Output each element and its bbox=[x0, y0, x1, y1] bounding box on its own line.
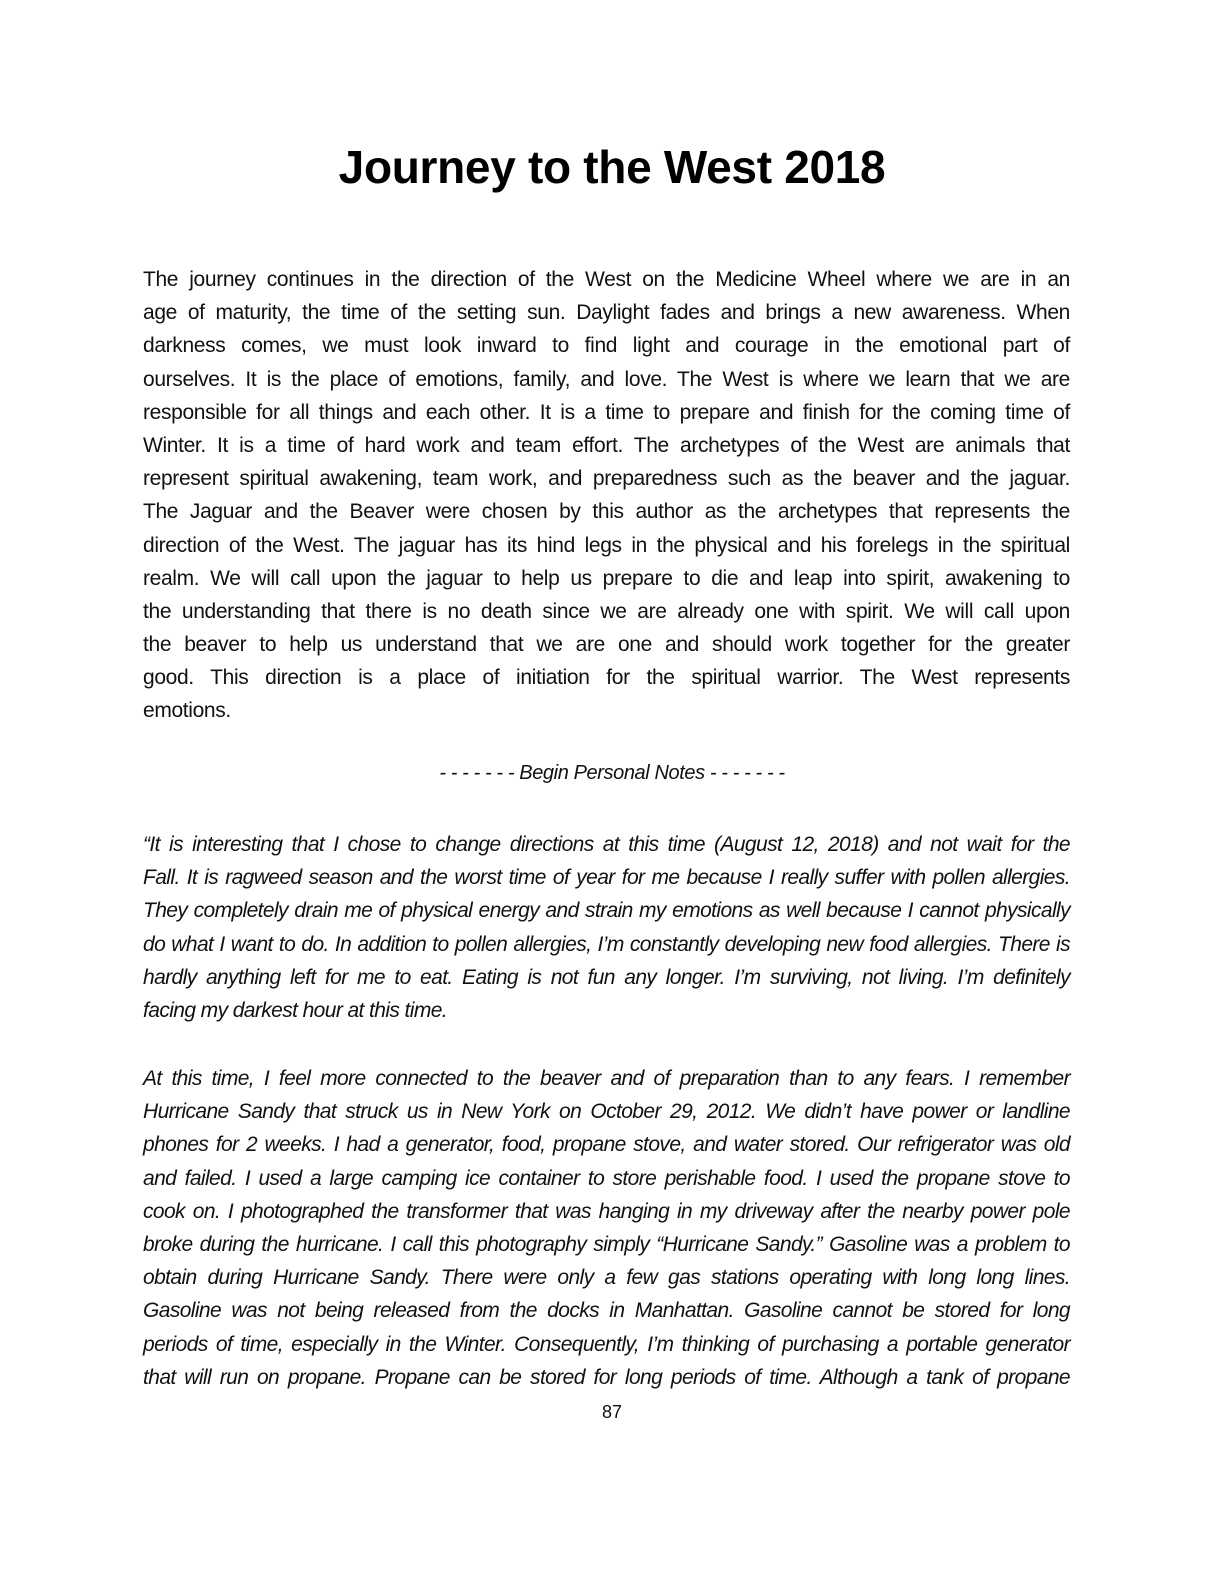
text-line: good. This direction is a place of initiation for the spiritual warrior. The West represents bbox=[143, 666, 1070, 690]
text-line: phones for 2 weeks. I had a generator, food, propane stove, and water stored. Our refrigerator was old bbox=[143, 1133, 1070, 1157]
text-line: The journey continues in the direction of the West on the Medicine Wheel where we are in an bbox=[143, 268, 1070, 291]
text-line: “It is interesting that I chose to change directions at this time (August 12, 2018) and not wait for the bbox=[143, 833, 1070, 856]
notes-paragraph-1 bbox=[143, 828, 1070, 1027]
personal-notes-divider: - - - - - - - Begin Personal Notes - - - - - - - bbox=[439, 762, 785, 784]
page-number: 87 bbox=[601, 1402, 623, 1422]
text-line: Gasoline was not being released from the docks in Manhattan. Gasoline cannot be stored for long bbox=[143, 1299, 1070, 1323]
text-line: the beaver to help us understand that we are one and should work together for the greater bbox=[143, 633, 1070, 657]
text-line: represent spiritual awakening, team work, and preparedness such as the beaver and the jaguar. bbox=[143, 467, 1070, 491]
text-line: periods of time, especially in the Winter. Consequently, I’m thinking of purchasing a portable generator bbox=[143, 1332, 1070, 1356]
text-line: the understanding that there is no death since we are already one with spirit. We will call upon bbox=[143, 599, 1070, 623]
text-line: The Jaguar and the Beaver were chosen by this author as the archetypes that represents the bbox=[143, 500, 1070, 524]
text-line: obtain during Hurricane Sandy. There were only a few gas stations operating with long long lines. bbox=[143, 1266, 1070, 1290]
text-line: At this time, I feel more connected to the beaver and of preparation than to any fears. I remember bbox=[143, 1067, 1070, 1090]
text-line: darkness comes, we must look inward to find light and courage in the emotional part of bbox=[143, 334, 1070, 358]
text-line: age of maturity, the time of the setting sun. Daylight fades and brings a new awareness. When bbox=[143, 301, 1070, 325]
text-line: responsible for all things and each other. It is a time to prepare and finish for the coming time of bbox=[143, 400, 1070, 424]
intro-paragraph bbox=[143, 263, 1070, 728]
text-line: that will run on propane. Propane can be stored for long periods of time. Although a tank of propane bbox=[143, 1365, 1070, 1389]
text-line: ourselves. It is the place of emotions, family, and love. The West is where we learn that we are bbox=[143, 367, 1070, 391]
text-line: and failed. I used a large camping ice container to store perishable food. I used the propane stove to bbox=[143, 1166, 1070, 1190]
page-title: Journey to the West 2018 bbox=[338, 141, 886, 193]
text-line: Winter. It is a time of hard work and team effort. The archetypes of the West are animals that bbox=[143, 433, 1070, 457]
text-line: do what I want to do. In addition to pollen allergies, I’m constantly developing new food allergies. There is bbox=[143, 932, 1070, 956]
text-line: They completely drain me of physical energy and strain my emotions as well because I cannot physically bbox=[143, 899, 1070, 923]
text-line: Fall. It is ragweed season and the worst time of year for me because I really suffer with pollen allergies. bbox=[143, 866, 1070, 890]
text-line: realm. We will call upon the jaguar to help us prepare to die and leap into spirit, awakening to bbox=[143, 566, 1070, 590]
text-line: broke during the hurricane. I call this photography simply “Hurricane Sandy.” Gasoline was a problem to bbox=[143, 1232, 1070, 1256]
text-line: emotions. bbox=[143, 699, 231, 723]
text-line: Hurricane Sandy that struck us in New York on October 29, 2012. We didn’t have power or landline bbox=[143, 1100, 1070, 1124]
text-line: cook on. I photographed the transformer that was hanging in my driveway after the nearby power pole bbox=[143, 1199, 1070, 1223]
text-line: hardly anything left for me to eat. Eating is not fun any longer. I’m surviving, not living. I’m definitely bbox=[143, 965, 1070, 989]
text-line: facing my darkest hour at this time. bbox=[143, 998, 448, 1022]
notes-paragraph-2 bbox=[143, 1062, 1070, 1394]
text-line: direction of the West. The jaguar has its hind legs in the physical and his forelegs in the spiritual bbox=[143, 533, 1070, 557]
